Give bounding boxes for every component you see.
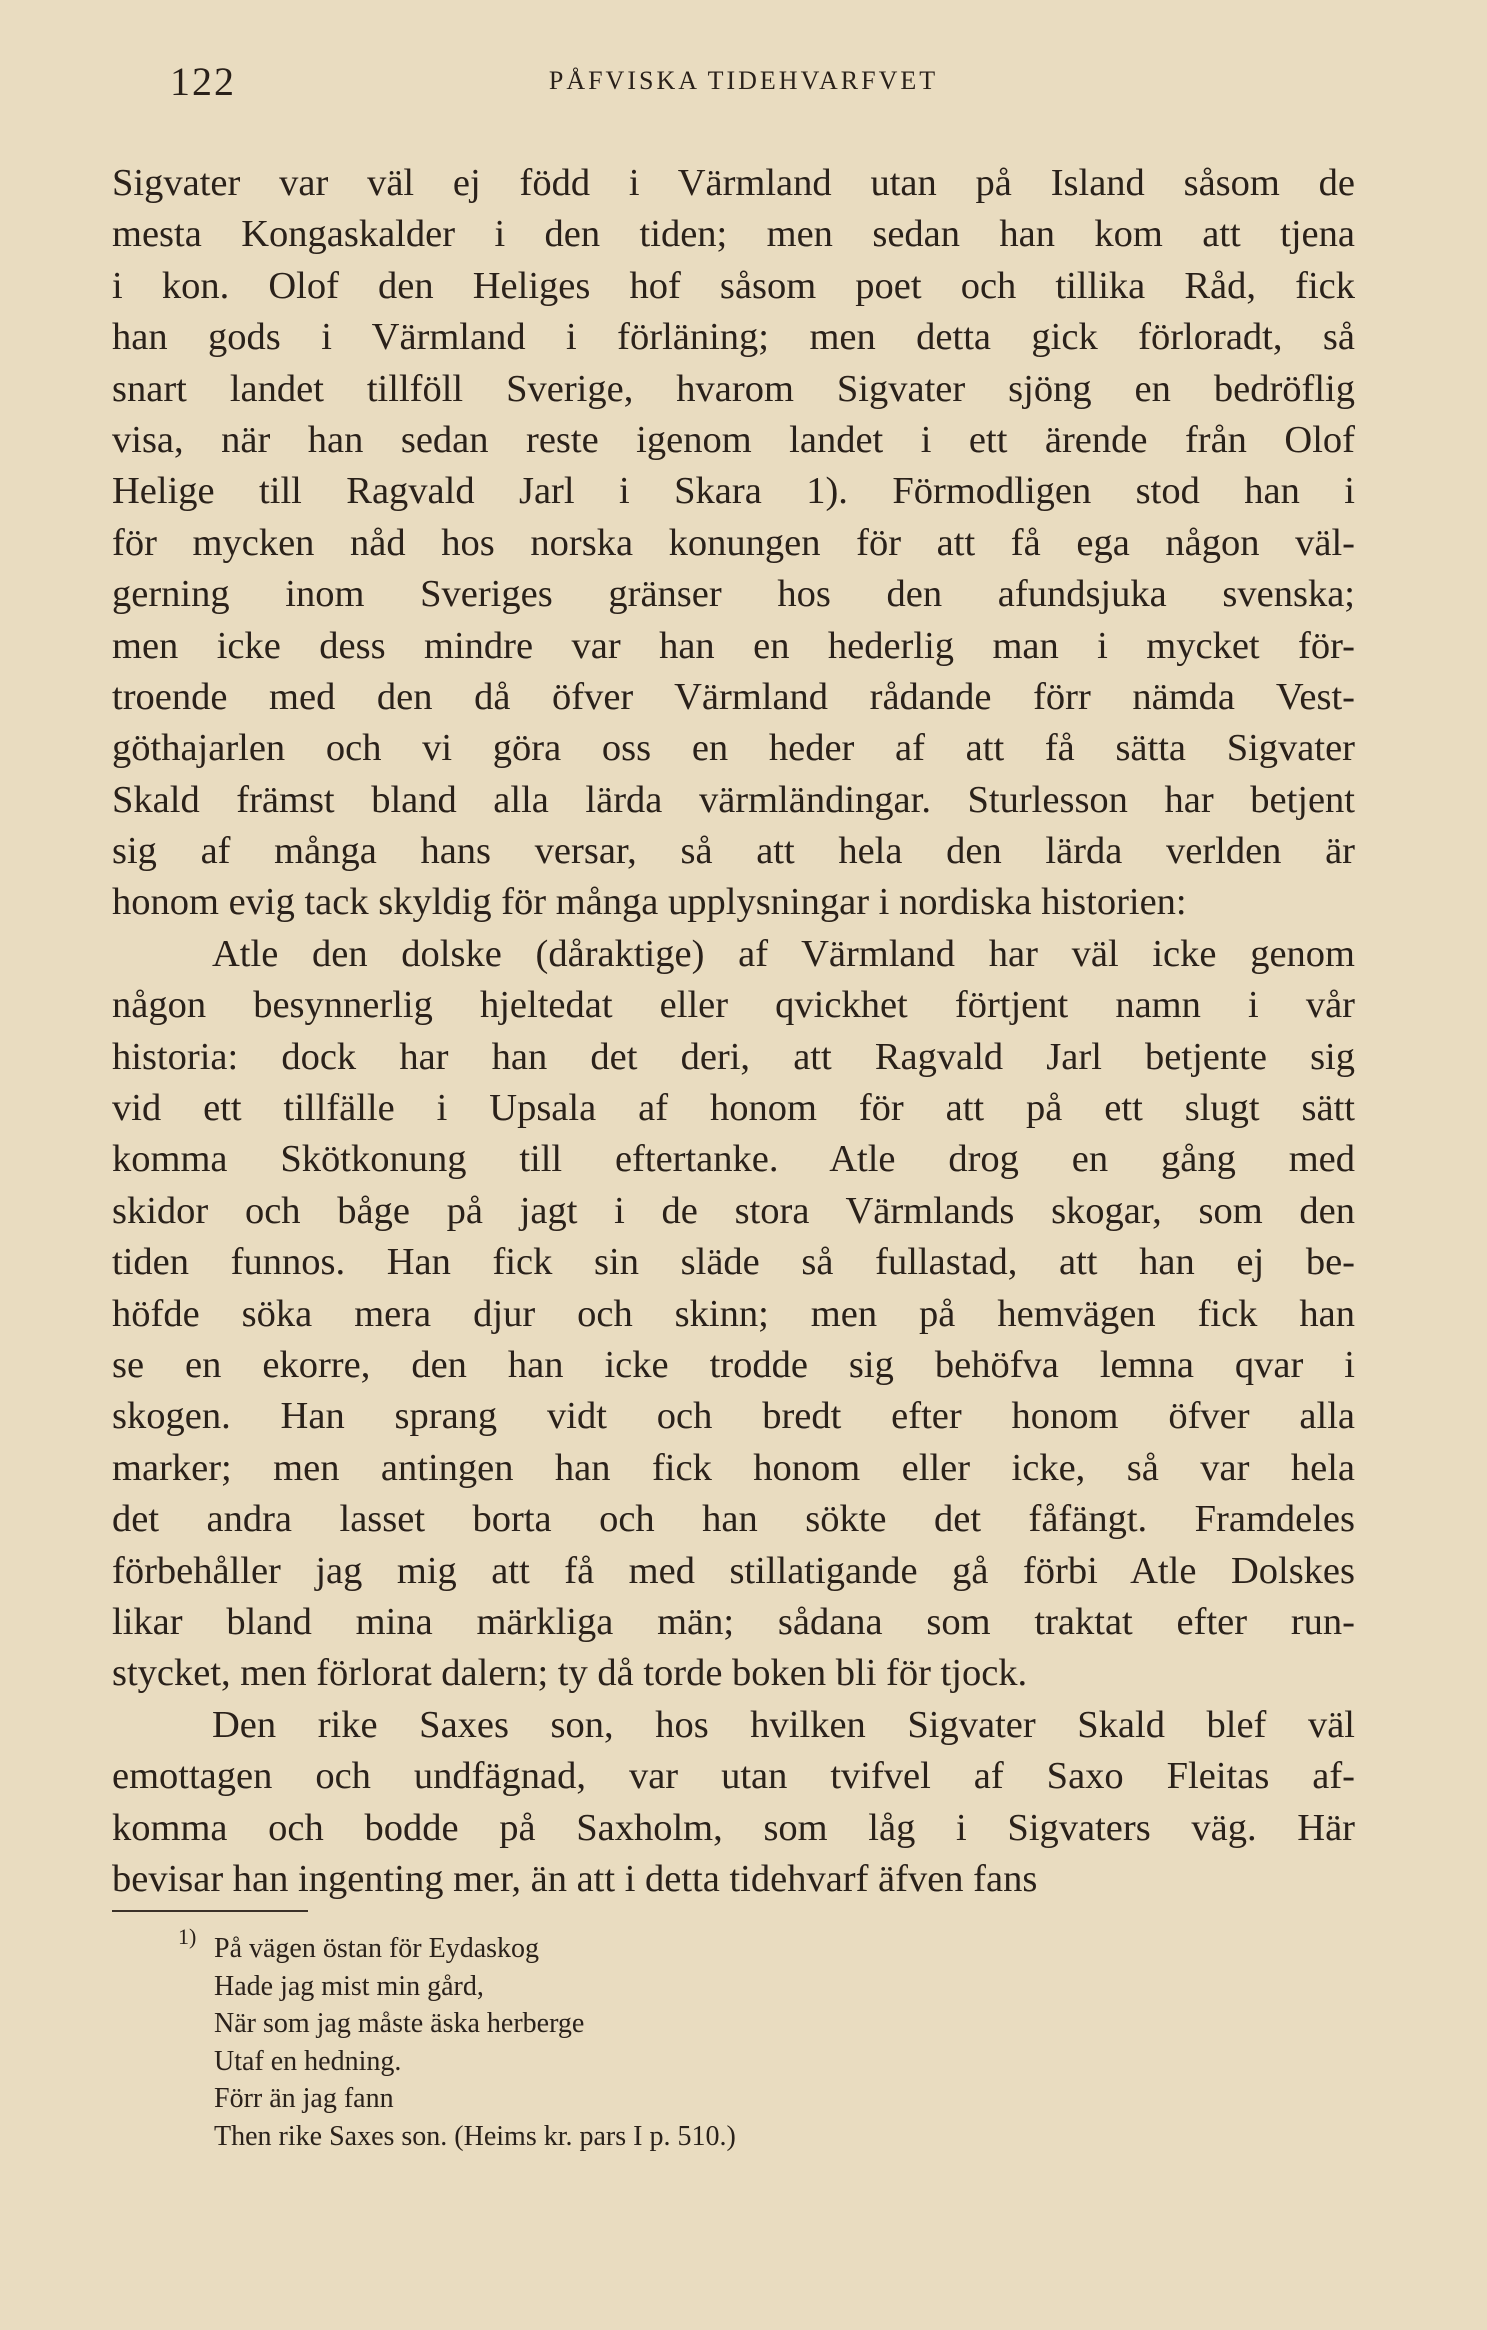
text-line: gerning inom Sveriges gränser hos den afundsjuka svenska; (112, 573, 1355, 616)
footnote-line: Utaf en hedning. (214, 2045, 402, 2077)
text-line: komma Skötkonung till eftertanke. Atle drog en gång med (112, 1138, 1355, 1181)
text-line: Helige till Ragvald Jarl i Skara 1). Förmodligen stod han i (112, 470, 1355, 513)
text-line: snart landet tillföll Sverige, hvarom Sigvater sjöng en bedröflig (112, 367, 1355, 410)
text-line: komma och bodde på Saxholm, som låg i Sigvaters väg. Här (112, 1806, 1355, 1849)
footnote-line: Förr än jag fann (214, 2083, 394, 2114)
text-line: bevisar han ingenting mer, än att i detta tidehvarf äfven fans (112, 1857, 1038, 1900)
text-line: stycket, men förlorat dalern; ty då torde boken bli för tjock. (112, 1652, 1028, 1695)
text-line: honom evig tack skyldig för många upplysningar i nordiska historien: (112, 881, 1187, 924)
text-line: skidor och båge på jagt i de stora Värmlands skogar, som den (112, 1189, 1355, 1232)
text-line: förbehåller jag mig att få med stillatigande gå förbi Atle Dolskes (112, 1549, 1355, 1592)
text-line: vid ett tillfälle i Upsala af honom för att på ett slugt sätt (112, 1087, 1355, 1130)
footnote-line: Hade jag mist min gård, (214, 1970, 484, 2002)
footnote-line: Then rike Saxes son. (Heims kr. pars I p. 510.) (214, 2120, 736, 2152)
text-line: Skald främst bland alla lärda värmländingar. Sturlesson har betjent (112, 778, 1355, 821)
footnote (214, 1930, 736, 2155)
text-line: men icke dess mindre var han en hederlig man i mycket för- (112, 624, 1355, 667)
text-line: marker; men antingen han fick honom eller icke, så var hela (112, 1446, 1355, 1489)
footnote-line: När som jag måste äska herberge (214, 2008, 585, 2039)
text-line: det andra lasset borta och han sökte det fåfängt. Framdeles (112, 1498, 1355, 1541)
text-line: höfde söka mera djur och skinn; men på hemvägen fick han (112, 1292, 1355, 1335)
footnote-rule (112, 1910, 308, 1912)
text-line: göthajarlen och vi göra oss en heder af att få sätta Sigvater (112, 727, 1355, 770)
text-line: likar bland mina märkliga män; sådana som traktat efter run- (112, 1600, 1355, 1643)
text-line: för mycken nåd hos norska konungen för att få ega någon väl- (112, 521, 1355, 564)
text-line: tiden funnos. Han fick sin släde så fullastad, att han ej be- (112, 1241, 1355, 1284)
text-line: Atle den dolske (dåraktige) af Värmland har väl icke genom (212, 932, 1355, 975)
text-line: mesta Kongaskalder i den tiden; men sedan han kom att tjena (112, 213, 1355, 256)
text-line: emottagen och undfägnad, var utan tvifvel af Saxo Fleitas af- (112, 1755, 1355, 1798)
running-title: PÅFVISKA TIDEHVARFVET (548, 66, 939, 95)
page-header (112, 58, 1375, 118)
text-line: se en ekorre, den han icke trodde sig behöfva lemna qvar i (112, 1343, 1355, 1386)
text-line: Den rike Saxes son, hos hvilken Sigvater Skald blef väl (212, 1703, 1355, 1746)
text-line: i kon. Olof den Heliges hof såsom poet och tillika Råd, fick (112, 264, 1355, 307)
text-line: Sigvater var väl ej född i Värmland utan på Island såsom de (112, 162, 1355, 204)
text-line: troende med den då öfver Värmland rådande förr nämda Vest- (112, 675, 1355, 718)
footnote-line: På vägen östan för Eydaskog (214, 1933, 540, 1964)
text-line: skogen. Han sprang vidt och bredt efter honom öfver alla (112, 1395, 1355, 1438)
text-line: historia: dock har han det deri, att Ragvald Jarl betjente sig (112, 1035, 1355, 1078)
body-text (112, 158, 1355, 1905)
page-number: 122 (170, 59, 236, 104)
footnote-marker: 1) (178, 1924, 197, 1949)
text-line: någon besynnerlig hjeltedat eller qvickhet förtjent namn i vår (112, 984, 1355, 1027)
text-line: sig af många hans versar, så att hela den lärda verlden är (112, 830, 1355, 873)
text-line: han gods i Värmland i förläning; men detta gick förloradt, så (112, 316, 1355, 359)
text-line: visa, när han sedan reste igenom landet i ett ärende från Olof (112, 418, 1355, 461)
